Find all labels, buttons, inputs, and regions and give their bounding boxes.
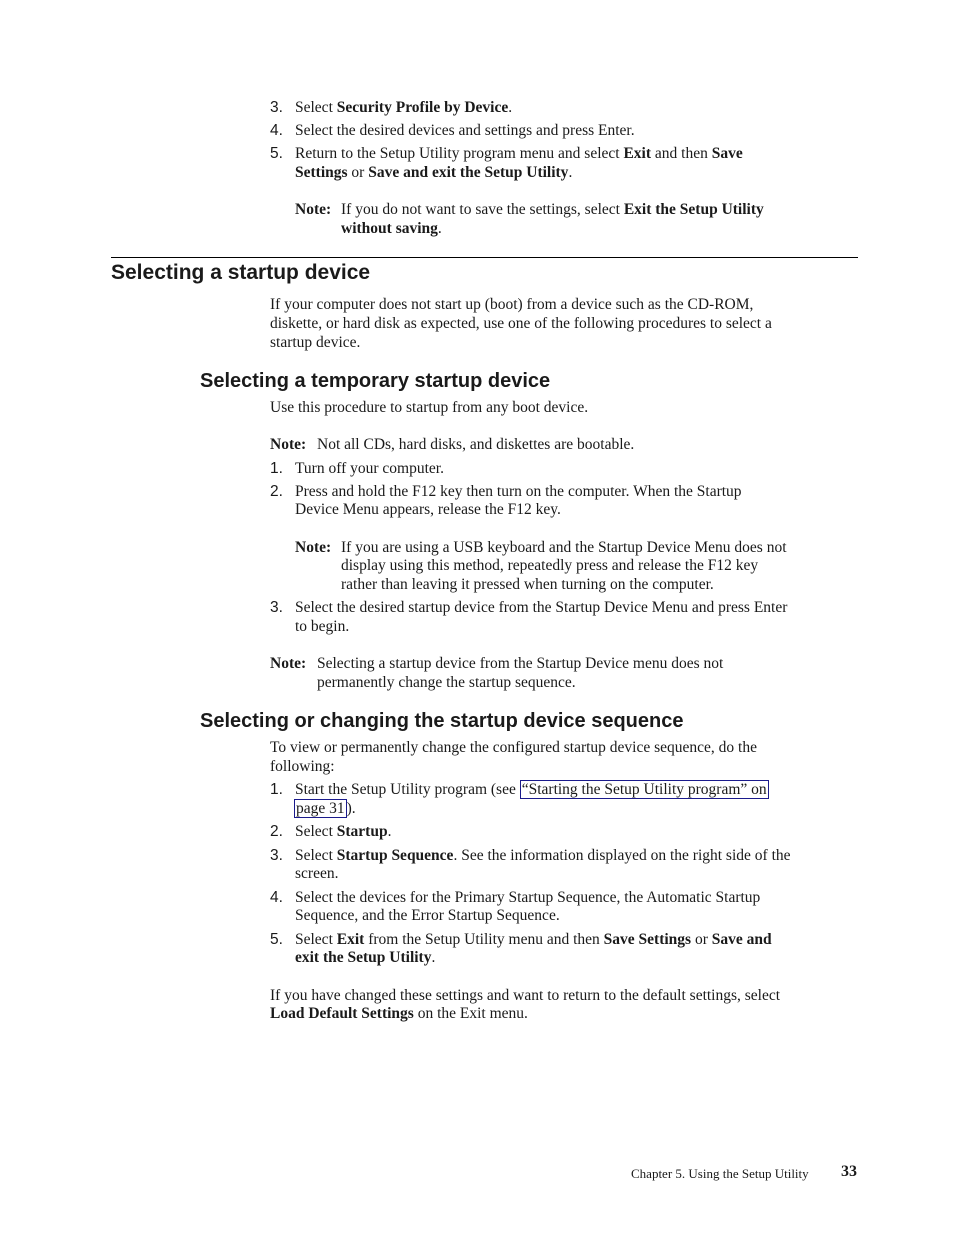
text: or (691, 931, 712, 948)
bold-text: Startup Sequence (336, 847, 454, 864)
list-number: 4. (270, 122, 283, 139)
text: Select (295, 847, 337, 864)
text: . (568, 164, 573, 181)
list-number: 5. (270, 931, 283, 948)
note-text: Selecting a startup device from the Startup Device menu does not (317, 655, 724, 672)
list-item-text: Press and hold the F12 key then turn on the computer. When the Startup (295, 483, 742, 500)
list-item-text-line2: Device Menu appears, release the F12 key. (295, 501, 561, 518)
page-reference-link[interactable]: page 31 (296, 800, 345, 817)
closing-paragraph-line2 (270, 1004, 528, 1023)
list-item-text (295, 930, 772, 949)
list-number: 1. (270, 460, 283, 477)
list-item-text: Turn off your computer. (295, 460, 444, 477)
note-text: permanently change the startup sequence. (317, 674, 576, 691)
list-item-text-line2 (294, 799, 356, 818)
paragraph-line: startup device. (270, 334, 361, 351)
text: . (387, 823, 392, 840)
list-item-text-line2: screen. (295, 865, 339, 882)
paragraph-line: diskette, or hard disk as expected, use one of the following procedures to select a (270, 315, 772, 332)
note-text (341, 200, 764, 219)
list-item-text-line2: to begin. (295, 618, 350, 635)
list-number: 1. (270, 781, 283, 798)
text: Select (295, 931, 337, 948)
note-label: Note: (295, 539, 332, 556)
bold-text: Exit (623, 145, 652, 162)
text: Select (295, 99, 337, 116)
page-number: 33 (841, 1163, 857, 1180)
text: or (347, 164, 369, 181)
list-item-text-line2 (295, 948, 435, 967)
list-number: 3. (270, 847, 283, 864)
bold-text: Exit (336, 931, 365, 948)
closing-paragraph: If you have changed these settings and want to return to the default settings, select (270, 987, 781, 1004)
note-text-line2 (341, 219, 442, 238)
list-item-text (295, 780, 769, 799)
list-item-text-line2 (295, 163, 572, 182)
text: Start the Setup Utility program (see (295, 781, 520, 798)
text: . (431, 949, 436, 966)
section-title-temporary-startup: Selecting a temporary startup device (200, 370, 551, 392)
text: If you do not want to save the settings, select (341, 201, 624, 218)
note-text: If you are using a USB keyboard and the Startup Device Menu does not (341, 539, 787, 556)
bold-text: exit the Setup Utility (295, 949, 432, 966)
list-number: 3. (270, 599, 283, 616)
footer-chapter: Chapter 5. Using the Setup Utility (631, 1166, 809, 1181)
list-item-text: Select the devices for the Primary Startup Sequence, the Automatic Startup (295, 889, 761, 906)
bold-text: Save and (711, 931, 772, 948)
bold-text: Save (711, 145, 743, 162)
note-text: Not all CDs, hard disks, and diskettes are bootable. (317, 436, 635, 453)
text: Return to the Setup Utility program menu and select (295, 145, 624, 162)
note-text: rather than leaving it pressed when turning on the computer. (341, 576, 714, 593)
bold-text: Security Profile by Device (336, 99, 509, 116)
list-item-text (295, 846, 791, 865)
note-label: Note: (270, 655, 307, 672)
bold-text: Save Settings (603, 931, 692, 948)
text: on the Exit menu. (413, 1005, 528, 1022)
list-item-text: Select the desired devices and settings and press Enter. (295, 122, 635, 139)
list-number: 4. (270, 889, 283, 906)
list-item-text-line2: Sequence, and the Error Startup Sequence. (295, 907, 560, 924)
paragraph-line: If your computer does not start up (boot) from a device such as the CD-ROM, (270, 296, 754, 313)
text: . (437, 220, 442, 237)
bold-text: without saving (341, 220, 438, 237)
note-label: Note: (295, 201, 332, 218)
text: Select (295, 823, 337, 840)
list-number: 2. (270, 823, 283, 840)
text: and then (651, 145, 712, 162)
text: . (508, 99, 513, 116)
note-text: display using this method, repeatedly press and release the F12 key (341, 557, 759, 574)
bold-text: Startup (336, 823, 388, 840)
list-item-text (295, 144, 743, 163)
bold-text: Settings (295, 164, 348, 181)
list-item-text (295, 822, 391, 841)
list-number: 5. (270, 145, 283, 162)
cross-reference-link[interactable]: “Starting the Setup Utility program” on (521, 781, 767, 798)
section3-intro: To view or permanently change the configured startup device sequence, do the (270, 739, 757, 756)
note-label: Note: (270, 436, 307, 453)
list-number: 3. (270, 99, 283, 116)
text: . See the information displayed on the right side of the (453, 847, 791, 864)
section-title-device-sequence: Selecting or changing the startup device sequence (200, 710, 684, 732)
bold-text: Load Default Settings (270, 1005, 414, 1022)
list-item-text: Select the desired startup device from the Startup Device Menu and press Enter (295, 599, 788, 616)
list-item-text (295, 98, 512, 117)
section3-intro-line2: following: (270, 758, 335, 775)
section-divider (111, 257, 858, 258)
section2-intro: Use this procedure to startup from any boot device. (270, 399, 589, 416)
section-title-startup-device: Selecting a startup device (111, 261, 371, 284)
bold-text: Save and exit the Setup Utility (368, 164, 569, 181)
bold-text: Exit the Setup Utility (623, 201, 764, 218)
text: ). (346, 800, 356, 817)
text: from the Setup Utility menu and then (364, 931, 604, 948)
list-number: 2. (270, 483, 283, 500)
